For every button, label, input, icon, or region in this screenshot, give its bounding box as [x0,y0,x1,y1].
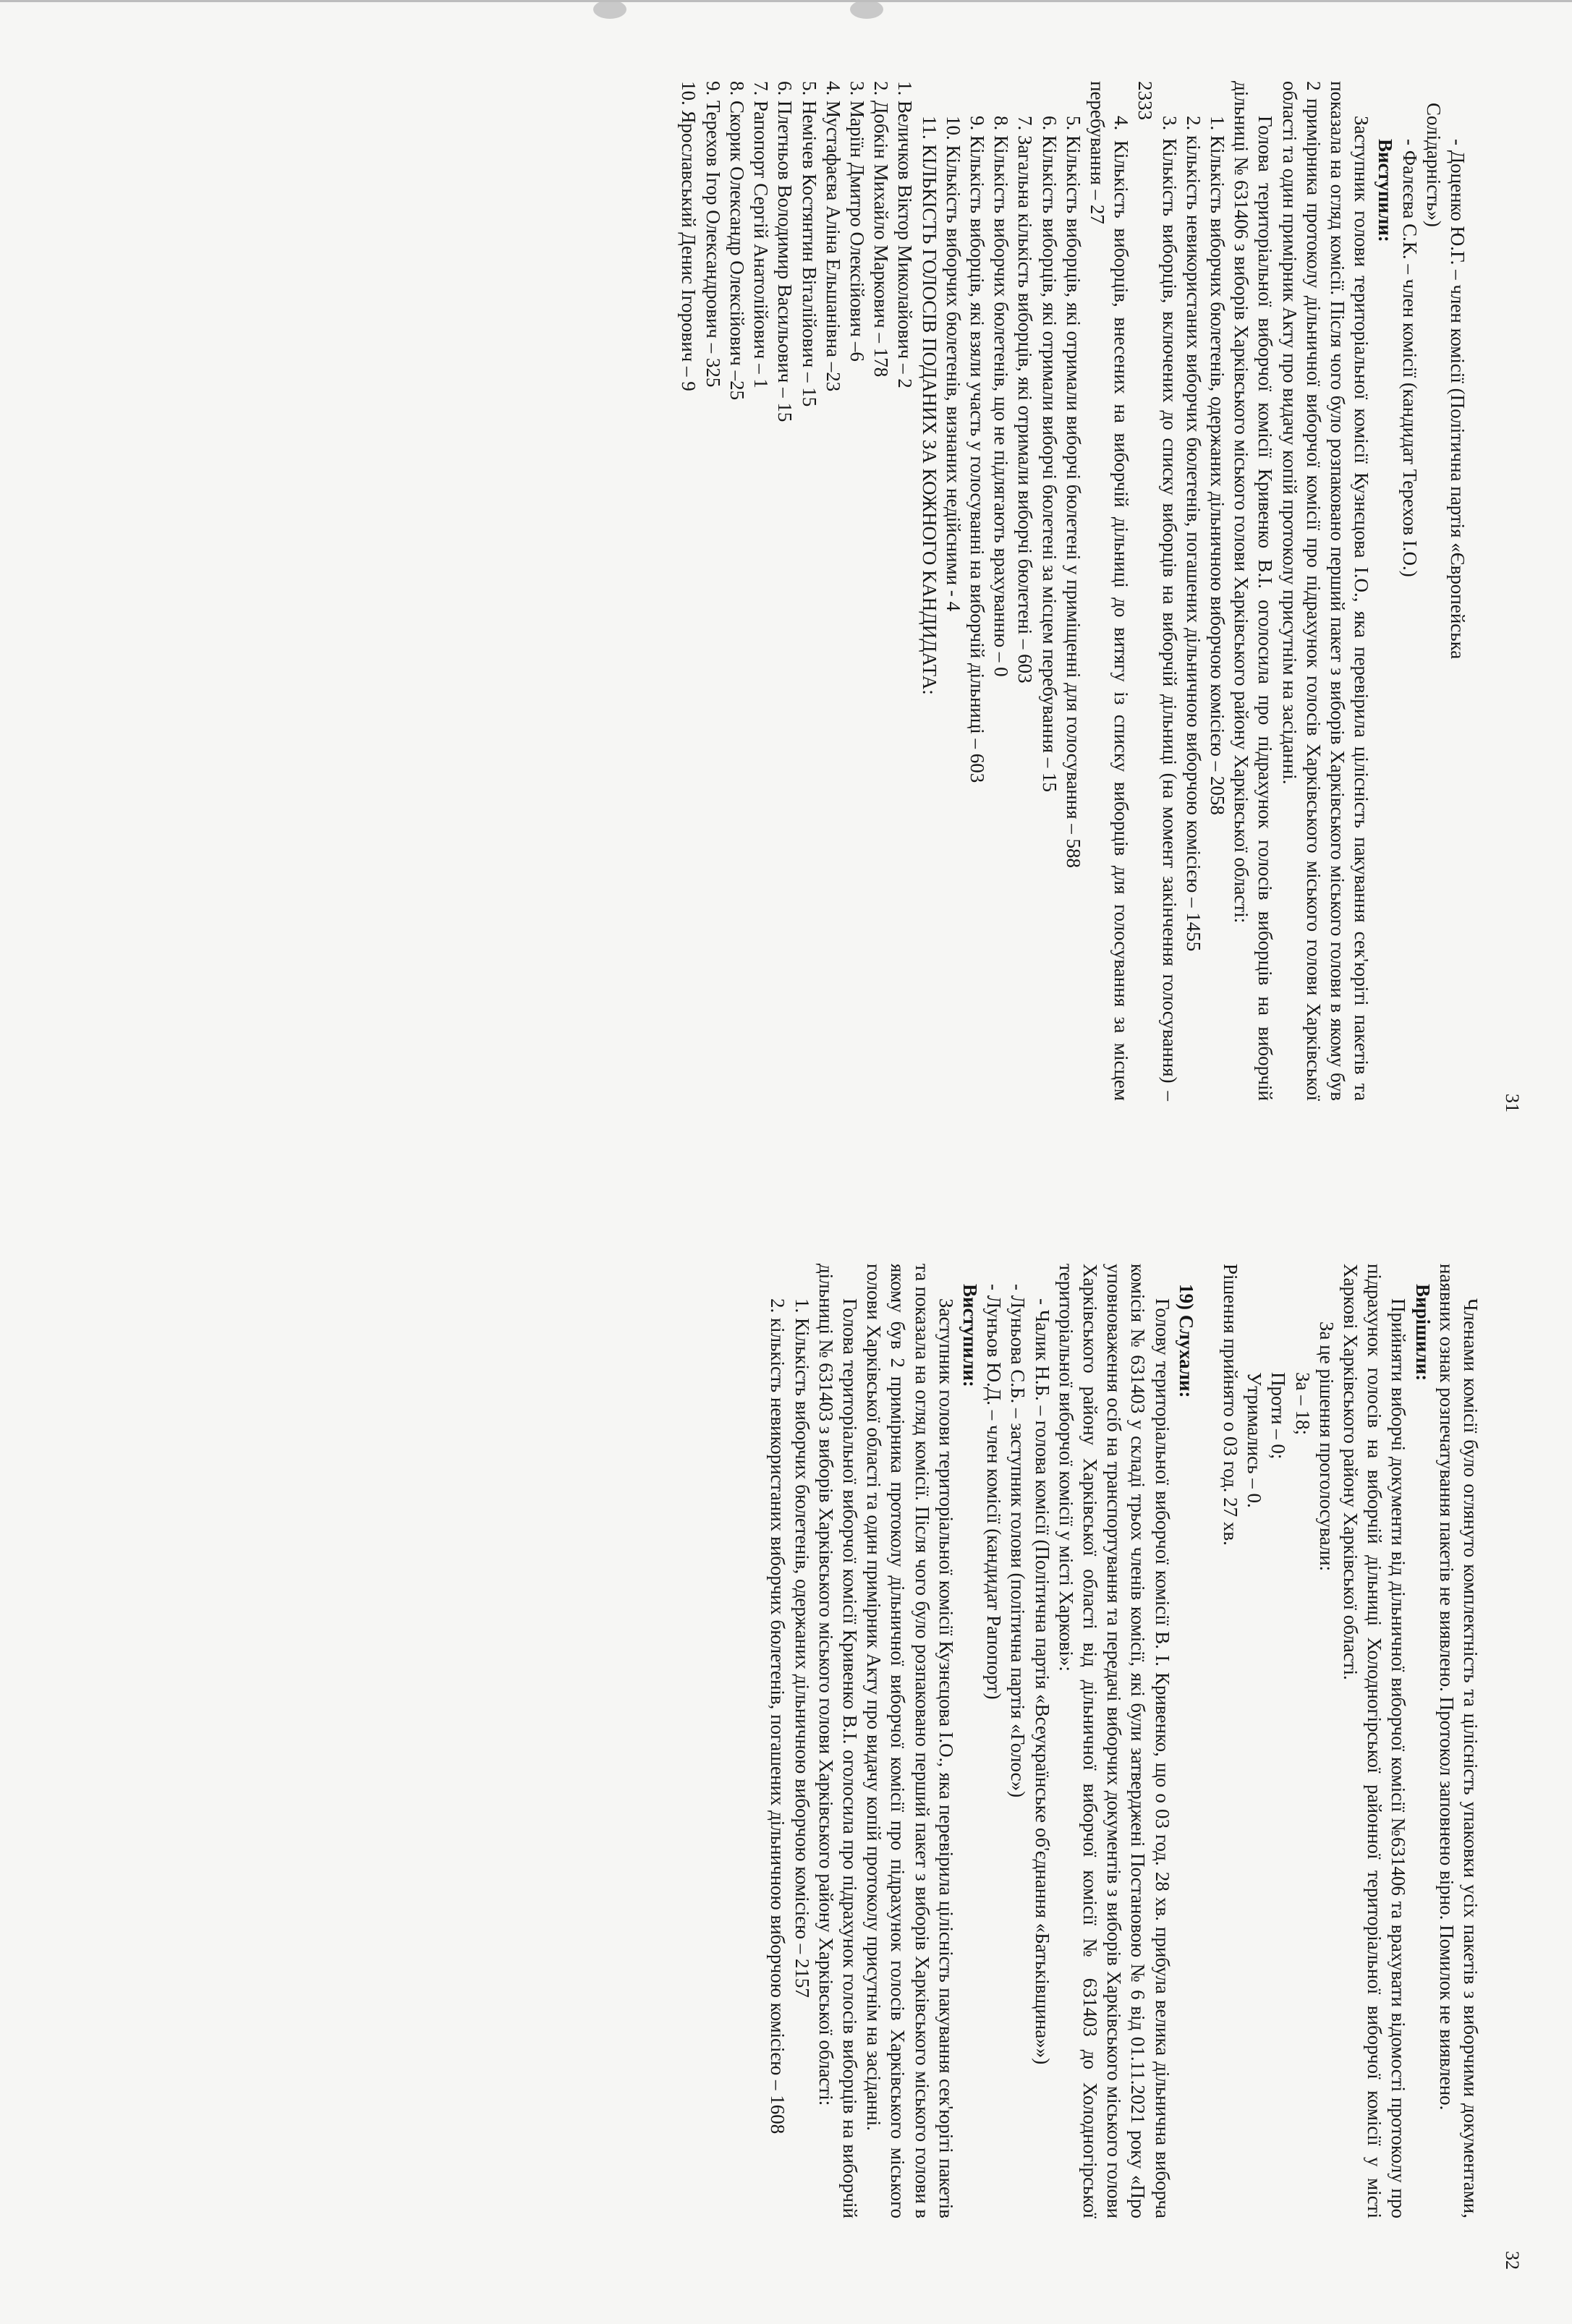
candidate-item: 1. Величков Віктор Миколайович – 2 [894,81,917,388]
count-item: 1. Кількість виборчих бюлетенів, одержаних дільничною виборчою комісією – 2157 [791,1298,813,1998]
count-item: 8. Кількість виборчих бюлетенів, що не підлягають врахуванню – 0 [990,116,1013,677]
member-line: - Доценко Ю.Г. – член комісії (Політична партія «Європейська [1447,139,1469,660]
candidate-item: 9. Терехов Ігор Олександрович – 325 [702,81,724,388]
paragraph: Заступник голови територіальної комісії Кузнєцова І.О., яка перевірила цілісність пакування сек'юріті пакетів та показала на огляд комісії. Після чого було розпаковано перший пакет з виборів Харківського міського голови в якому був 2 примірника протоколу дільничної виборчої комісії про підрахунок голосів Харківського міського голови Харківської області та один примірник Акту про видачу копій протоколу присутнім на засіданні. [1278,81,1373,1101]
section-heading: 19) Слухали: [1175,1284,1197,1398]
section-heading: Вирішили: [1411,1284,1434,1382]
count-item: 7. Загальна кількість виборців, які отримали виборчі бюлетені – 603 [1014,116,1037,684]
page-number: 32 [1502,2251,1523,2270]
scan-artifact [593,0,626,19]
count-item: 6. Кількість виборців, які отримали виборчі бюлетені за місцем перебування – 15 [1038,116,1061,793]
candidate-item: 2. Добкін Михайло Маркович – 178 [870,81,893,378]
page-32-text [765,1264,1482,2218]
candidate-item: 7. Рапопорт Сергій Анатолійович – 1 [750,81,773,388]
section-heading: Виступили: [959,1284,981,1387]
paragraph: Прийняти виборчі документи від дільничної виборчої комісії №631406 та врахувати відомості протоколу про підрахунок голосів на виборчій дільниці Холодногірської районної територіальної виборчої комісії у місті Харкові Харківського району Харківської області. [1339,1264,1410,2218]
candidate-item: 10. Ярославський Денис Ігорович – 9 [678,81,700,391]
page-32 [0,1162,1572,2324]
count-item: 2. кількість невикористаних виборчих бюлетенів, погашених дільничною виборчою комісією – 1608 [767,1298,789,2134]
member-line: - Чалик Н.Б. – голова комісії (Політична партія «Всеукраїнське об'єднання «Батьківщина»») [1031,1298,1053,2065]
paragraph: Голову територіальної виборчої комісії В. І. Кривенко, що о 03 год. 28 хв. прибула велика дільнична виборча комісія № 631403 у складі трьох членів комісії, які були затверджені Постановою № 6 від 01.11.2021 року «Про уповноваження осіб на транспортування та передачі виборчих документів з виборів Харківського міського голови Харківського району Харківської області від дільничної виборчої комісії № 631403 до Холодногірської територіальної виборчої комісії у місті Харкові»: [1055,1264,1173,2218]
candidate-item: 8. Скорик Олександр Олексійович –25 [726,81,748,401]
page-31-text [676,81,1469,1101]
count-item: 4. Кількість виборців, внесених на виборчій дільниці до витягу із списку виборців для голосування за місцем перебування – 27 [1086,81,1133,1101]
paragraph: Голова територіальної виборчої комісії Кривенко В.І. оголосила про підрахунок голосів виборців на виборчій дільниці № 631403 з виборів Харківського міського голови Харківського району Харківської області: [815,1264,861,2218]
section-heading: Виступили: [1375,139,1397,242]
page-number: 31 [1502,1094,1523,1112]
member-line: - Лунъов Ю.Д. – член комісії (кандидат Рапопорт) [983,1284,1006,1700]
count-item: 2. кількість невикористаних виборчих бюлетенів, погашених дільничною виборчою комісією – 1455 [1182,116,1205,952]
scan-artifact [850,0,883,19]
count-item: 5. Кількість виборців, які отримали виборчі бюлетені у приміщенні для голосування – 588 [1062,116,1084,869]
count-item: 9. Кількість виборців, які взяли участь у голосуванні на виборчій дільниці – 603 [966,116,988,783]
scan-edge [0,0,1572,2]
candidate-list [676,81,917,1101]
decision-time: Рішення прийнято о 03 год. 27 хв. [1219,1264,1241,1546]
count-item: 3. Кількість виборців, включених до списку виборців на виборчій дільниці (на момент закінчення голосування) – 2333 [1134,81,1181,1101]
vote-heading: За це рішення проголосували: [1315,1321,1338,1572]
candidates-heading: 11. КІЛЬКІСТЬ ГОЛОСІВ ПОДАНИХ ЗА КОЖНОГО КАНДИДАТА: [918,116,940,695]
candidate-item: 4. Мустафаєва Аліна Ельшанівна –23 [822,81,844,392]
vote-against: Проти – 0; [1267,1372,1290,1460]
candidate-item: 3. Маріїн Дмитро Олексійович –6 [846,81,868,362]
paragraph: Голова територіальної виборчої комісії Кривенко В.І. оголосила про підрахунок голосів виборців на виборчій дільниці № 631406 з виборів Харківського міського голови Харківського району Харківської області: [1231,81,1277,1101]
paragraph: Заступник голови територіальної комісії Кузнєцова І.О., яка перевірила цілісність пакування сек'юріті пакетів та показала на огляд комісії. Після чого було розпаковано перший пакет з виборів Харківського міського голови в якому був 2 примірника протоколу дільничної виборчої комісії про підрахунок голосів Харківського міського голови Харківської області та один примірник Акту про видачу копій протоколу присутнім на засіданні. [863,1264,957,2218]
candidate-item: 5. Немічев Костянтин Віталійович – 15 [798,81,820,407]
member-line-continued: Солідарність») [1422,103,1445,227]
member-line: - Фалєєва С.К. – член комісії (кандидат Терехов І.О.) [1398,139,1421,577]
vote-abstain: Утримались – 0. [1244,1372,1266,1508]
count-item: 10. Кількість виборчих бюлетенів, визнаних недійсними - 4 [942,116,964,612]
member-line: - Луньова С.Б. – заступник голови (політична партія «Голос») [1007,1284,1029,1798]
count-item: 1. Кількість виборчих бюлетенів, одержаних дільничною виборчою комісією – 2058 [1206,116,1228,815]
vote-for: За – 18; [1291,1372,1314,1436]
paragraph: Членами комісії було оглянуто комплектність та цілісність упаковки усіх пакетів з виборчими документами, наявних ознак розпечатування пакетів не виявлено. Протокол заповнено вірно. Помилок не виявлено. [1435,1264,1482,2218]
candidate-item: 6. Плетньов Володимир Васильович – 15 [774,81,796,422]
